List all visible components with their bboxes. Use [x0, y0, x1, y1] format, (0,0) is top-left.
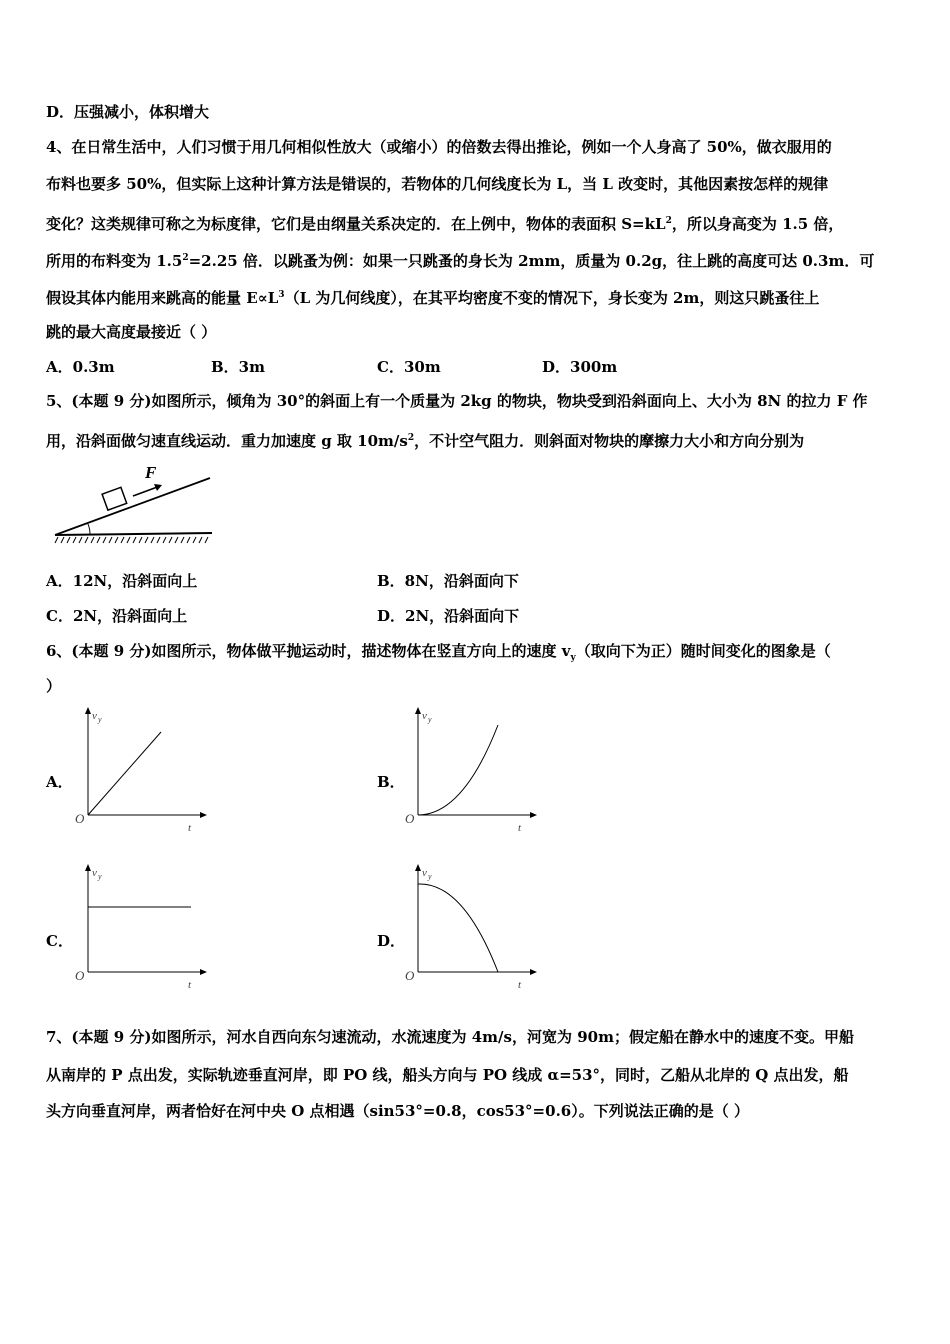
y-axis-label: v	[422, 710, 427, 722]
incline-diagram	[50, 460, 220, 550]
x-arrow	[200, 969, 207, 975]
force-label: F	[145, 463, 157, 482]
q4-line	[46, 211, 843, 234]
origin-label: O	[405, 811, 415, 826]
y-axis-subscript: y	[428, 715, 432, 724]
y-axis-label: v	[92, 867, 97, 879]
y-arrow	[85, 707, 91, 714]
text: 所用的布料变为 1.5	[46, 252, 183, 270]
vy-t-graph	[73, 862, 213, 992]
q4-line: 4、在日常生活中，人们习惯于用几何相似性放大（或缩小）的倍数去得出推论，例如一个人身高了 50%，做衣服用的	[46, 138, 832, 156]
q3-option-d: D．压强减小，体积增大	[46, 103, 210, 121]
x-axis-label: t	[188, 979, 192, 991]
x-arrow	[530, 812, 537, 818]
text: 假设其体内能用来跳高的能量 E∝L	[46, 289, 279, 307]
q4-option-a: A．0.3m	[46, 358, 115, 376]
vy-t-graph	[73, 705, 213, 835]
q5-option-b: B．8N，沿斜面向下	[377, 572, 519, 590]
q4-line: 布料也要多 50%，但实际上这种计算方法是错误的，若物体的几何线度长为 L，当 L 改变时，其他因素按怎样的规律	[46, 175, 829, 193]
vy-t-graph	[403, 862, 543, 992]
q4-line	[46, 248, 874, 271]
y-axis-subscript: y	[428, 872, 432, 881]
q4-line: 跳的最大高度最接近（ ）	[46, 323, 217, 341]
q5-line: 5、(本题 9 分)如图所示，倾角为 30°的斜面上有一个质量为 2kg 的物块，物块受到沿斜面向上、大小为 8N 的拉力 F 作	[46, 392, 868, 410]
vy-curve	[418, 884, 498, 972]
x-arrow	[530, 969, 537, 975]
q5-option-c: C．2N，沿斜面向上	[46, 607, 188, 625]
q6-line: ）	[46, 677, 62, 695]
q7-line: 头方向垂直河岸，两者恰好在河中央 O 点相遇（sin53°=0.8，cos53°=0.6）。下列说法正确的是（ ）	[46, 1102, 749, 1120]
q6-option-d: D．	[377, 932, 406, 950]
origin-label: O	[75, 968, 85, 983]
text: ，不计空气阻力．则斜面对物块的摩擦力大小和方向分别为	[414, 432, 805, 450]
q4-line	[46, 285, 819, 308]
q4-option-d: D．300m	[542, 358, 618, 376]
y-axis-subscript: y	[98, 872, 102, 881]
x-axis-label: t	[518, 979, 522, 991]
q4-option-c: C．30m	[377, 358, 441, 376]
q4-option-b: B．3m	[211, 358, 265, 376]
q6-option-b: B．	[377, 773, 405, 791]
q5-option-a: A．12N，沿斜面向上	[46, 572, 198, 590]
text: 6、(本题 9 分)如图所示，物体做平抛运动时，描述物体在竖直方向上的速度 v	[46, 642, 571, 660]
q6-option-a: A．	[46, 773, 73, 791]
text: 变化？这类规律可称之为标度律，它们是由纲量关系决定的．在上例中，物体的表面积 S=kL	[46, 215, 666, 233]
q5-line	[46, 428, 804, 451]
y-axis-label: v	[422, 867, 427, 879]
text: （L 为几何线度），在其平均密度不变的情况下，身长变为 2m，则这只跳蚤往上	[284, 289, 820, 307]
x-axis-label: t	[188, 822, 192, 834]
y-arrow	[415, 864, 421, 871]
vy-curve	[88, 732, 161, 815]
subscript: y	[570, 653, 576, 663]
vy-t-graph	[403, 705, 543, 835]
text: （取向下为正）随时间变化的图象是（	[575, 642, 831, 660]
superscript: 2	[182, 253, 189, 263]
vy-curve	[418, 725, 498, 815]
q7-line: 7、(本题 9 分)如图所示，河水自西向东匀速流动，水流速度为 4m/s，河宽为 90m；假定船在静水中的速度不变。甲船	[46, 1028, 854, 1046]
y-axis-label: v	[92, 710, 97, 722]
x-axis-label: t	[518, 822, 522, 834]
origin-label: O	[405, 968, 415, 983]
text: ，所以身高变为 1.5 倍，	[671, 215, 844, 233]
q6-line	[46, 641, 831, 668]
superscript: 2	[407, 433, 415, 443]
x-arrow	[200, 812, 207, 818]
origin-label: O	[75, 811, 85, 826]
text: =2.25 倍．以跳蚤为例：如果一只跳蚤的身长为 2mm，质量为 0.2g，往上跳的高度可达 0.3m．可	[188, 252, 875, 270]
q6-option-c: C．	[46, 932, 73, 950]
y-arrow	[85, 864, 91, 871]
y-arrow	[415, 707, 421, 714]
superscript: 2	[665, 216, 672, 226]
text: 用，沿斜面做匀速直线运动．重力加速度 g 取 10m/s	[46, 432, 408, 450]
q5-option-d: D．2N，沿斜面向下	[377, 607, 520, 625]
y-axis-subscript: y	[98, 715, 102, 724]
q7-line: 从南岸的 P 点出发，实际轨迹垂直河岸，即 PO 线，船头方向与 PO 线成 α=53°，同时，乙船从北岸的 Q 点出发，船	[46, 1066, 849, 1084]
superscript: 3	[278, 290, 285, 300]
